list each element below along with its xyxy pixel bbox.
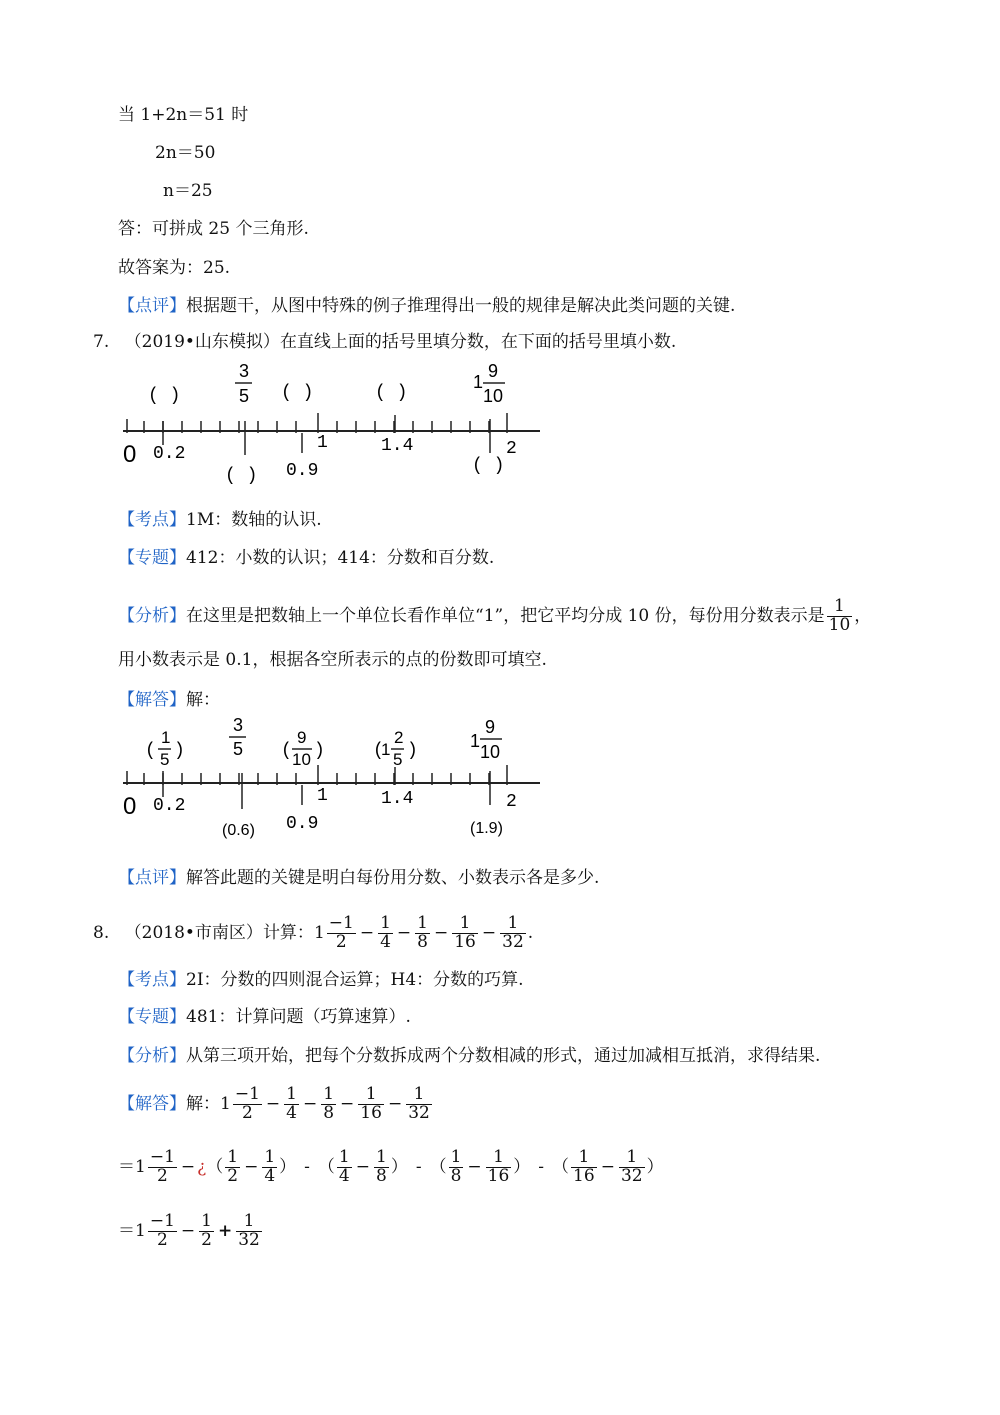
ans-a-num: 1 (161, 728, 171, 747)
eq-sign: ＝ (118, 1221, 135, 1241)
left-paren: （ (206, 1157, 224, 1177)
mixed-whole-2: 1 (470, 731, 481, 751)
q8-kaodian-text: 2I：分数的四则混合运算；H4：分数的巧算. (186, 970, 524, 990)
q7-jieda-tag: 【解答】 (118, 690, 186, 710)
frac-1-8: $\frac{1}{8}$ (417, 913, 428, 952)
op-minus: − (433, 923, 449, 943)
frac-m1-2: $\frac{-1}{2}$ (234, 1084, 260, 1123)
work-answer: 答：可拼成 25 个三角形. (118, 219, 309, 239)
q7-jieda (118, 688, 220, 712)
op-minus: − (467, 1157, 482, 1177)
q7-dianping-tag: 【点评】 (118, 868, 186, 888)
ans-b-open: ( (281, 741, 292, 761)
q8-jieda-text: 解： (186, 1094, 220, 1114)
op-plus: + (217, 1221, 233, 1241)
frac-1-16: $\frac{1}{16}$ (573, 1147, 595, 1186)
blank-below-1: ( ) (225, 466, 258, 486)
ans-c-whole: 1 (381, 740, 391, 759)
frac-1-2: $\frac{1}{2}$ (227, 1147, 239, 1186)
expr-one: 1 (313, 923, 325, 943)
q8-fenxi (118, 1044, 820, 1068)
frac-3-5-den-2: 5 (233, 739, 244, 759)
frac-1-4: $\frac{1}{4}$ (338, 1147, 350, 1186)
q8-step-2 (118, 1207, 264, 1255)
op-dash: - (304, 1157, 310, 1177)
op-minus: − (244, 1157, 259, 1177)
ans-c-num: 2 (394, 728, 404, 747)
q7-fenxi (118, 592, 871, 640)
blank-above-2: ( ) (281, 383, 314, 403)
q7-source: （2019•山东模拟） (124, 332, 280, 352)
number-line-answer-figure (115, 713, 545, 843)
right-paren: ） (513, 1157, 531, 1177)
frac-1-16: $\frac{1}{16}$ (360, 1084, 382, 1123)
blank-above-3: ( ) (375, 383, 408, 403)
blank-below-2: ( ) (472, 456, 505, 476)
q8-kaodian-tag: 【考点】 (118, 970, 186, 990)
odd-glyph: ¿ (197, 1157, 207, 1177)
answer-1.9: (1.9) (470, 820, 503, 837)
frac-1-32: $\frac{1}{32}$ (238, 1211, 260, 1250)
q8-zhuanti (118, 1005, 411, 1029)
frac-m1-2: $\frac{-1}{2}$ (149, 1147, 175, 1186)
left-paren: （ (429, 1157, 447, 1177)
mixed-whole: 1 (473, 372, 484, 392)
frac-1-16: $\frac{1}{16}$ (487, 1147, 510, 1186)
q7-jieda-text: 解： (186, 690, 220, 710)
frac-1-4: $\frac{1}{4}$ (286, 1084, 297, 1123)
blank-above-1: ( ) (148, 386, 181, 406)
frac-1-2: $\frac{1}{2}$ (201, 1211, 212, 1250)
op-minus: − (359, 923, 375, 943)
work-line-2: 2n＝50 (155, 143, 216, 163)
label-zero: 0 (123, 441, 137, 468)
label-0.9-2: 0.9 (286, 814, 319, 834)
q8-fenxi-text: 从第三项开始，把每个分数拆成两个分数相减的形式，通过加减相互抵消，求得结果. (186, 1046, 821, 1066)
work-final: 故答案为：25. (118, 258, 231, 278)
ans-a-den: 5 (160, 750, 170, 769)
op-minus: − (396, 923, 412, 943)
review-text: 根据题干，从图中特殊的例子推理得出一般的规律是解决此类问题的关键. (186, 296, 736, 316)
label-1.4: 1.4 (381, 436, 414, 456)
frac-1-16: $\frac{1}{16}$ (454, 913, 476, 952)
q7-fenxi-text-a: 在这里是把数轴上一个单位长看作单位“1”，把它平均分成 10 份，每份用分数表示是 (186, 606, 825, 626)
ans-c-open: ( (373, 741, 384, 761)
q7-zhuanti-text: 412：小数的认识；414：分数和百分数. (186, 548, 495, 568)
left-paren: （ (552, 1157, 570, 1177)
ans-b-num: 9 (297, 728, 307, 747)
answer-0.6: (0.6) (222, 822, 255, 839)
q7-zhuanti-tag: 【专题】 (118, 548, 186, 568)
label-0.2: 0.2 (153, 444, 186, 464)
expr-one: 1 (135, 1221, 146, 1241)
ans-b-den: 10 (292, 750, 311, 769)
op-dash: - (415, 1157, 422, 1177)
frac-m1-2: $\frac{-1}{2}$ (328, 913, 354, 952)
frac-3-5-den: 5 (239, 386, 250, 406)
q8-calc: 计算： (262, 923, 314, 943)
frac-1-8: $\frac{1}{8}$ (376, 1147, 387, 1186)
review-tag: 【点评】 (118, 296, 186, 316)
q7-fenxi-tag: 【分析】 (118, 606, 186, 626)
q8-source: （2018•市南区） (124, 923, 263, 943)
q7-number: 7. (93, 332, 110, 352)
ans-b-close: ) (314, 741, 325, 761)
mixed-num: 9 (488, 361, 499, 381)
q8-kaodian (118, 968, 524, 992)
q7-zhuanti (118, 546, 494, 570)
q8-fenxi-tag: 【分析】 (118, 1046, 186, 1066)
op-minus: − (600, 1157, 615, 1177)
q8-line (93, 909, 533, 957)
expr-one: 1 (135, 1157, 146, 1177)
frac-1-32: $\frac{1}{32}$ (408, 1084, 430, 1123)
label-2: 2 (506, 439, 517, 459)
op-dash: - (538, 1157, 545, 1177)
q8-jieda (118, 1080, 434, 1128)
op-minus: − (180, 1157, 196, 1177)
op-minus: − (355, 1157, 370, 1177)
right-paren: ） (390, 1157, 408, 1177)
q7-dianping-text: 解答此题的关键是明白每份用分数、小数表示各是多少. (186, 868, 600, 888)
period: . (527, 923, 534, 943)
review-line (118, 294, 735, 318)
q8-step-1 (118, 1143, 664, 1191)
left-paren: （ (317, 1157, 335, 1177)
frac-1-4: $\frac{1}{4}$ (264, 1147, 276, 1186)
number-line-question-figure (115, 355, 545, 490)
q7-question: 在直线上面的括号里填分数，在下面的括号里填小数. (279, 332, 677, 352)
q7-kaodian-tag: 【考点】 (118, 510, 186, 530)
label-0.9: 0.9 (286, 461, 319, 481)
op-minus: − (265, 1094, 281, 1114)
label-1: 1 (317, 433, 328, 453)
label-2-2: 2 (506, 792, 517, 812)
frac-1-8: $\frac{1}{8}$ (323, 1084, 335, 1123)
frac-1-32: $\frac{1}{32}$ (620, 1147, 643, 1186)
q8-zhuanti-tag: 【专题】 (118, 1007, 186, 1027)
q7-line (93, 330, 676, 354)
ans-a-open: ( (145, 741, 156, 761)
op-minus: − (302, 1094, 318, 1114)
label-1-2: 1 (317, 786, 328, 806)
op-minus: − (481, 923, 497, 943)
label-zero-2: 0 (123, 793, 137, 820)
q8-number: 8. (93, 923, 110, 943)
label-0.2-2: 0.2 (153, 796, 186, 816)
q7-kaodian-text: 1M：数轴的认识. (186, 510, 322, 530)
work-line-1: 当 1+2n＝51 时 (118, 105, 249, 125)
label-1.4-2: 1.4 (381, 789, 414, 809)
op-minus: − (180, 1221, 196, 1241)
mixed-den: 10 (483, 386, 504, 406)
right-paren: ） (646, 1157, 664, 1177)
q7-dianping (118, 866, 599, 890)
frac-1-8: $\frac{1}{8}$ (450, 1147, 462, 1186)
frac-3-5-num: 3 (239, 361, 250, 381)
op-minus: − (387, 1094, 403, 1114)
frac-3-5-num-2: 3 (233, 715, 244, 735)
eq-sign: ＝ (118, 1157, 135, 1177)
q8-jieda-tag: 【解答】 (118, 1094, 186, 1114)
q7-fenxi-comma: ， (854, 606, 872, 626)
frac-1-4: $\frac{1}{4}$ (380, 913, 391, 952)
q7-kaodian (118, 508, 322, 532)
frac-m1-2: $\frac{-1}{2}$ (149, 1211, 175, 1250)
right-paren: ） (279, 1157, 297, 1177)
ans-a-close: ) (174, 741, 185, 761)
q7-fenxi-b: 用小数表示是 0.1，根据各空所表示的点的份数即可填空. (118, 650, 547, 670)
expr-one: 1 (220, 1094, 231, 1114)
ans-c-den: 5 (393, 750, 403, 769)
work-line-3: n＝25 (163, 181, 213, 201)
mixed-den-2: 10 (480, 742, 501, 762)
q8-zhuanti-text: 481：计算问题（巧算速算）. (186, 1007, 411, 1027)
mixed-num-2: 9 (485, 717, 496, 737)
frac-1-32: $\frac{1}{32}$ (502, 913, 524, 952)
op-minus: − (340, 1094, 355, 1114)
fraction-1-10: $\frac{1}{10}$ (828, 596, 851, 635)
ans-c-close: ) (407, 741, 418, 761)
